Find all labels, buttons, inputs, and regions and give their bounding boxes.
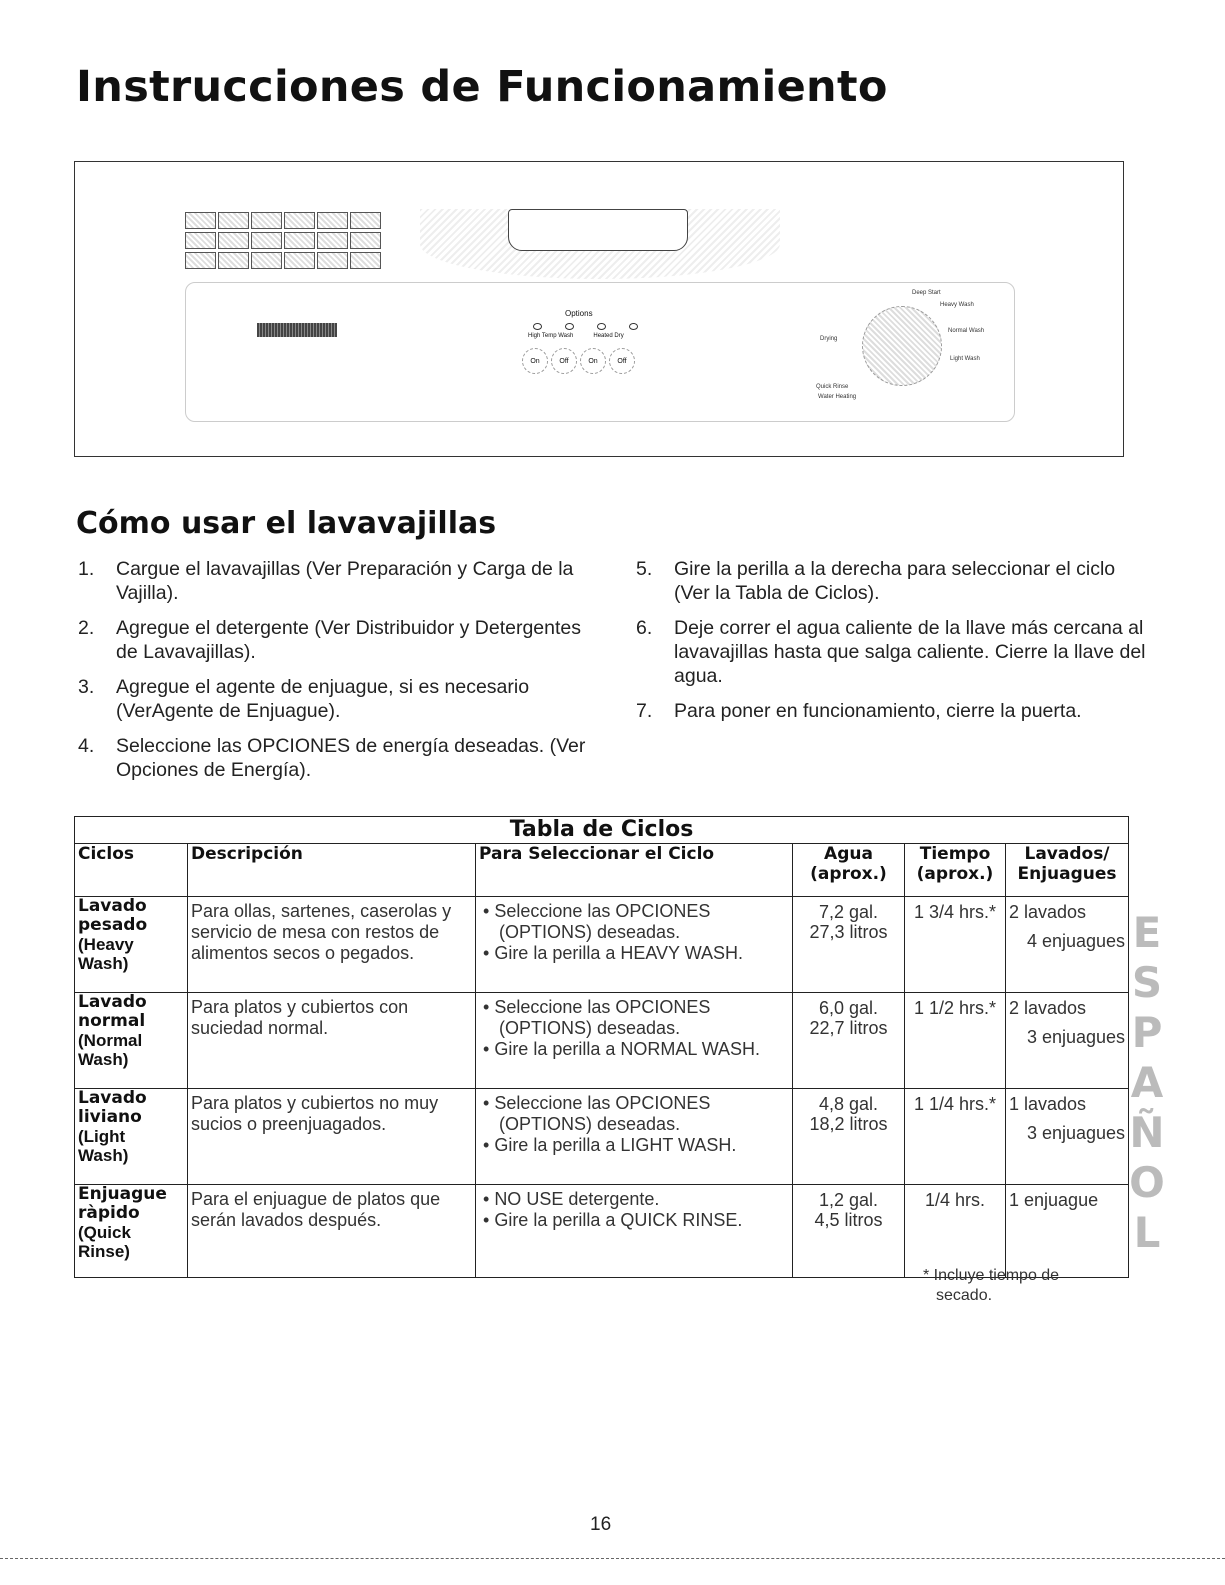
cycle-water: 4,8 gal. 18,2 litros	[793, 1089, 905, 1185]
cycle-water: 1,2 gal. 4,5 litros	[793, 1185, 905, 1278]
step-item: 7. Para poner en funcionamiento, cierre la puerta.	[636, 700, 1082, 722]
option-button: On	[522, 348, 548, 374]
side-tab-letter: L	[1133, 1208, 1161, 1257]
table-caption: Tabla de Ciclos	[75, 817, 1129, 844]
table-row	[75, 1089, 1129, 1185]
table-header-row	[75, 844, 1129, 897]
dial-label-quick: Quick Rinse	[816, 384, 849, 390]
page-title: Instrucciones de Funcionamiento	[76, 62, 888, 112]
option-buttons	[522, 348, 635, 374]
header-seleccionar: Para Seleccionar el Ciclo	[476, 844, 793, 897]
led-indicator	[597, 323, 606, 330]
header-descripcion: Descripción	[188, 844, 476, 897]
language-side-tab	[1126, 908, 1168, 1258]
cycle-select: • Seleccione las OPCIONES (OPTIONS) deseadas. • Gire la perilla a HEAVY WASH.	[476, 897, 793, 993]
cycle-select: • NO USE detergente. • Gire la perilla a QUICK RINSE.	[476, 1185, 793, 1278]
cycle-name: Enjuague ràpido (Quick Rinse)	[75, 1185, 188, 1278]
cycle-select: • Seleccione las OPCIONES (OPTIONS) deseadas. • Gire la perilla a LIGHT WASH.	[476, 1089, 793, 1185]
option-button: Off	[551, 348, 577, 374]
side-tab-letter: E	[1132, 908, 1162, 957]
side-tab-letter: S	[1131, 958, 1163, 1007]
led-indicator	[533, 323, 542, 330]
cycle-time: 1 1/2 hrs.*	[905, 993, 1006, 1089]
option-button: On	[580, 348, 606, 374]
keypad-grid	[185, 212, 381, 269]
led-indicator	[629, 323, 638, 330]
cycle-washes: 1 lavados 3 enjuagues	[1006, 1089, 1129, 1185]
cycle-description: Para ollas, sartenes, caserolas y servicio de mesa con restos de alimentos secos o pegados.	[188, 897, 476, 993]
cycle-time: 1 3/4 hrs.*	[905, 897, 1006, 993]
section-heading: Cómo usar el lavavajillas	[76, 506, 497, 541]
option-button: Off	[609, 348, 635, 374]
cycle-name: Lavado liviano (Light Wash)	[75, 1089, 188, 1185]
step-item: 1. Cargue el lavavajillas (Ver Preparación y Carga de la Vajilla).	[78, 558, 574, 604]
cycle-washes: 2 lavados 3 enjuagues	[1006, 993, 1129, 1089]
cycle-name: Lavado pesado (Heavy Wash)	[75, 897, 188, 993]
cycle-washes: 1 enjuague	[1006, 1185, 1129, 1278]
dial-label-heating: Water Heating	[818, 394, 857, 400]
dial-label-top: Deep Start	[912, 290, 941, 296]
side-tab-letter: A	[1130, 1058, 1164, 1107]
step-item: 4. Seleccione las OPCIONES de energía deseadas. (Ver Opciones de Energía).	[78, 735, 586, 781]
led-indicator	[565, 323, 574, 330]
steps-left	[78, 557, 598, 793]
header-ciclos: Ciclos	[75, 844, 188, 897]
side-tab-letter: P	[1131, 1008, 1163, 1057]
step-item: 2. Agregue el detergente (Ver Distribuidor y Detergentes de Lavavajillas).	[78, 617, 582, 663]
cycle-time: 1 1/4 hrs.*	[905, 1089, 1006, 1185]
cycle-select: • Seleccione las OPCIONES (OPTIONS) deseadas. • Gire la perilla a NORMAL WASH.	[476, 993, 793, 1089]
led-labels	[528, 333, 624, 339]
step-item: 5. Gire la perilla a la derecha para seleccionar el ciclo (Ver la Tabla de Ciclos).	[636, 558, 1116, 604]
header-agua: Agua (aprox.)	[793, 844, 905, 897]
step-item: 6. Deje correr el agua caliente de la llave más cercana al lavavajillas hasta que salga caliente. Cierre la llave del agua.	[636, 617, 1146, 687]
table-row	[75, 993, 1129, 1089]
cycle-description: Para platos y cubiertos con suciedad normal.	[188, 993, 476, 1089]
cycle-time: 1/4 hrs.	[905, 1185, 1006, 1278]
cycle-water: 6,0 gal. 22,7 litros	[793, 993, 905, 1089]
brand-logo	[257, 323, 337, 337]
cycle-description: Para el enjuague de platos que serán lavados después.	[188, 1185, 476, 1278]
option-leds	[533, 323, 638, 330]
table-row	[75, 897, 1129, 993]
table-footnote: * Incluye tiempo de secado.	[923, 1267, 1060, 1304]
bottom-rule	[0, 1558, 1225, 1559]
dial-label-light: Light Wash	[950, 356, 980, 362]
led-label-heated-dry: Heated Dry	[593, 333, 624, 339]
side-tab-letter: O	[1129, 1158, 1165, 1207]
dial-label-normal: Normal Wash	[948, 328, 985, 334]
cycle-description: Para platos y cubiertos no muy sucios o preenjuagados.	[188, 1089, 476, 1185]
header-tiempo: Tiempo (aprox.)	[905, 844, 1006, 897]
dial-label-heavy: Heavy Wash	[940, 302, 974, 308]
steps-right	[636, 557, 1146, 734]
door-handle	[508, 209, 688, 251]
page-number: 16	[590, 1514, 612, 1535]
options-label: Options	[565, 309, 593, 318]
cycle-dial	[862, 306, 942, 386]
dial-label-drying: Drying	[820, 336, 838, 342]
cycle-name: Lavado normal (Normal Wash)	[75, 993, 188, 1089]
table-row	[75, 1185, 1129, 1278]
side-tab-letter: Ñ	[1129, 1108, 1165, 1157]
led-label-high-temp: High Temp Wash	[528, 333, 574, 339]
cycle-washes: 2 lavados 4 enjuagues	[1006, 897, 1129, 993]
cycle-water: 7,2 gal. 27,3 litros	[793, 897, 905, 993]
header-lavados: Lavados/ Enjuagues	[1006, 844, 1129, 897]
step-item: 3. Agregue el agente de enjuague, si es necesario (VerAgente de Enjuague).	[78, 676, 530, 722]
cycle-table	[74, 816, 1129, 1278]
